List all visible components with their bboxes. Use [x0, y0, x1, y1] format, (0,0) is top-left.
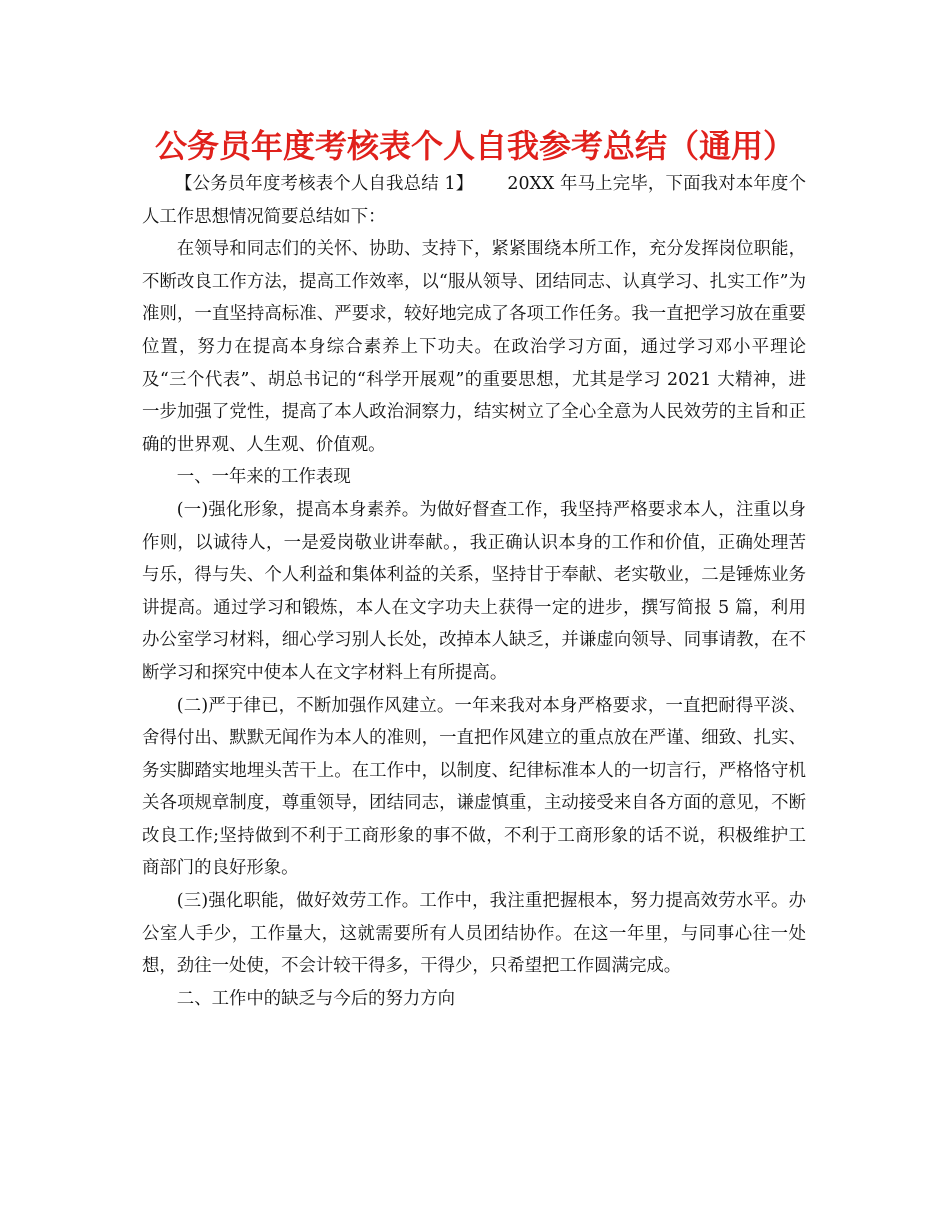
paragraph-service: (三)强化职能，做好效劳工作。工作中，我注重把握根本，努力提高效劳水平。办公室人手少，工作量大，这就需要所有人员团结协作。在这一年里，与同事心往一处想，劲往一处使，不会计较干得多，干得少，只希望把工作圆满完成。 [142, 891, 806, 977]
paragraph-discipline: (二)严于律已，不断加强作风建立。一年来我对本身严格要求，一直把耐得平淡、舍得付出、默默无闻作为本人的准则，一直把作风建立的重点放在严谨、细致、扎实、务实脚踏实地埋头苦干上。在工作中，以制度、纪律标准本人的一切言行，严格恪守机关各项规章制度，尊重领导，团结同志，谦虚慎重，主动接受来自各方面的意见，不断改良工作;坚持做到不利于工商形象的事不做，不利于工商形象的话不说，积极维护工商部门的良好形象。 [142, 695, 806, 879]
intro-heading: 【公务员年度考核表个人自我总结 1】 [175, 174, 474, 194]
paragraph-study: 在领导和同志们的关怀、协助、支持下，紧紧围绕本所工作，充分发挥岗位职能，不断改良工作方法，提高工作效率，以“服从领导、团结同志、认真学习、扎实工作”为准则，一直坚持高标准、严要求，较好地完成了各项工作任务。我一直把学习放在重要位置，努力在提高本身综合素养上下功夫。在政治学习方面，通过学习邓小平理论及“三个代表”、胡总书记的“科学开展观”的重要思想，尤其是学习 2021 大精神，进一步加强了党性，提高了本人政治洞察力，结实树立了全心全意为人民效劳的主旨和正确的世界观、人生观、价值观。 [142, 239, 806, 455]
document-body [142, 168, 806, 1015]
intro-text: 20XX 年马上完毕，下面我对本年度个人工作思想情况简要总结如下： [142, 174, 806, 227]
document-title: 公务员年度考核表个人自我参考总结（通用） [154, 127, 795, 165]
intro-paragraph [142, 168, 806, 233]
section-heading-work-performance: 一、一年来的工作表现 [176, 467, 351, 488]
section-heading-shortcomings: 二、工作中的缺乏与今后的努力方向 [176, 988, 456, 1009]
paragraph-image-quality: (一)强化形象，提高本身素养。为做好督查工作，我坚持严格要求本人，注重以身作则，以诚待人，一是爱岗敬业讲奉献。，我正确认识本身的工作和价值，正确处理苦与乐，得与失、个人利益和集体利益的关系，坚持甘于奉献、老实敬业，二是锤炼业务讲提高。通过学习和锻炼，本人在文字功夫上获得一定的进步，撰写简报 5 篇，利用办公室学习材料，细心学习别人长处，改掉本人缺乏，并谦虚向领导、同事请教，在不断学习和探究中使本人在文字材料上有所提高。 [142, 499, 806, 683]
